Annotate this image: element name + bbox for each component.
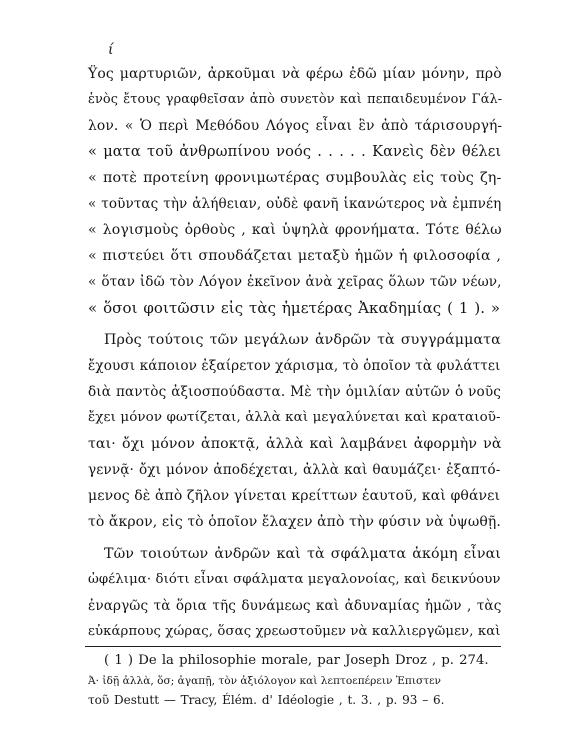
text-line: εὐκάρπους χώρας, ὅσας χρεωστοῦμεν νὰ καλλιεργῶμεν, καὶ [88,624,501,639]
text-line: τὸ ἄκρον, εἰς τὸ ὁποῖον ἔλαχεν ἀπὸ τὴν φύσιν νὰ ὑψωθῇ. [88,514,501,530]
paragraph-first-line: Τῶν τοιούτων ἀνδρῶν καὶ τὰ σφάλματα ἀκόμη εἶναι [104,546,501,562]
text-line: « πιστεύει ὅτι σπουδάζεται μεταξὺ ἡμῶν ἡ φιλοσοφία , [88,248,501,264]
text-line: ἔχουσι κάποιον ἐξαίρετον χάρισμα, τὸ ὁποῖον τὰ φυλάττει [88,358,501,374]
text-line: γεννᾷ· ὄχι μόνον ἀποδέχεται, ἀλλὰ καὶ θαυμάζει· ἐξαπτό- [88,462,501,478]
text-line: μενος δὲ ἀπὸ ζῆλον γίνεται κρείττων ἑαυτοῦ, καὶ φθάνει [88,488,501,504]
text-line: « ὅσοι φοιτῶσιν εἰς τὰς ἡμετέρας Ἀκαδημίας ( 1 ). » [88,299,501,317]
footnote-rule [85,646,501,647]
text-line: « ὅταν ἰδῶ τὸν Λόγον ἐκεῖνον ἀνὰ χεῖρας ὅλων τῶν νέων, [88,274,502,290]
text-line: ἔχει μόνον φωτίζεται, ἀλλὰ καὶ μεγαλύνεται καὶ κραταιοῦ- [88,410,501,425]
text-line: Ϋος μαρτυριῶν, ἀρκοῦμαι νὰ φέρω ἐδῶ μίαν μόνην, πρὸ [88,66,502,82]
footnote-line: τοῦ Destutt — Tracy, Élém. d' Idéologie , t. 3. , p. 93 – 6. [88,693,445,707]
text-line: διὰ παντὸς ἀξιοσπούδαστα. Μὲ τὴν ὁμιλίαν αὐτῶν ὁ νοῦς [88,384,501,400]
text-line: ὠφέλιμα· διότι εἶναι σφάλματα μεγαλονοίας, καὶ δεικνύουν [88,572,501,587]
text-line: ἐναργῶς τὰ ὅρια τῆς δυνάμεως καὶ ἀδυναμίας ἡμῶν , τὰς [88,598,502,614]
text-line: « ποτὲ προτείνη φρονιμωτέρας συμβουλὰς εἰς τοὺς ζη- [88,170,502,186]
text-line: λον. « Ὁ περὶ Μεθόδου Λόγος εἶναι ἓν ἀπὸ τάρισουργή- [88,118,503,134]
text-line: ται· ὄχι μόνον ἀποκτᾷ, ἀλλὰ καὶ λαμβάνει ἀφορμὴν νὰ [88,436,502,452]
text-line: ἑνὸς ἔτους γραφθεῖσαν ἀπὸ συνετὸν καὶ πεπαιδευμένον Γάλ- [88,92,503,107]
footnote-line: Ἀ· ἰδῇ ἀλλὰ, ὅσ; ἀγαπῇ, τὸν ἀξιόλογον καὶ λεπτοεπέρειν Ἐπιστεν [88,675,441,687]
footnote-line: ( 1 ) De la philosophie morale, par Joseph Droz , p. 274. [104,653,489,668]
text-line: « λογισμοὺς ὀρθοὺς , καὶ ὑψηλὰ φρονήματα. Τότε θέλω [88,222,502,238]
paragraph-first-line: Πρὸς τούτοις τῶν μεγάλων ἀνδρῶν τὰ συγγράμματα [104,332,501,348]
page-number: ί [108,42,114,58]
text-line: « ματα τοῦ ἀνθρωπίνου νοός . . . . . Κανεὶς δὲν θέλει [88,143,502,160]
text-line: « τοῦντας τὴν ἀλήθειαν, οὐδὲ φανῆ ἱκανώτερος νὰ ἐμπνέη [88,196,502,212]
